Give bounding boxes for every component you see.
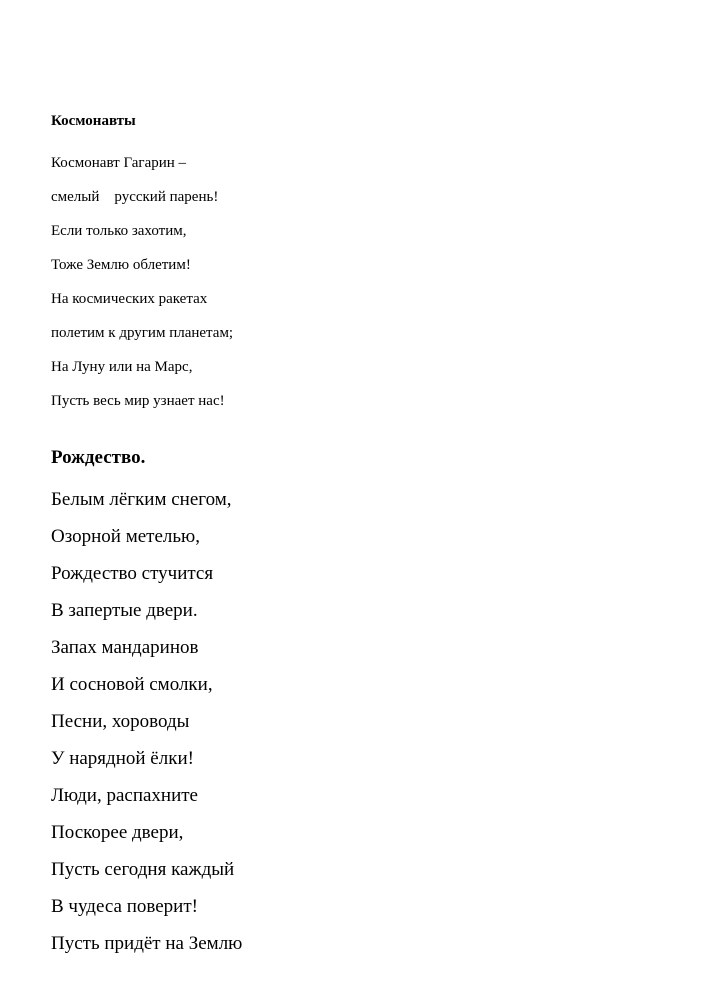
poem-line: На Луну или на Марс, bbox=[51, 359, 193, 375]
poem-line: Белым лёгким снегом, bbox=[51, 489, 232, 510]
poem-line: И сосновой смолки, bbox=[51, 674, 213, 695]
poem-christmas bbox=[51, 446, 242, 962]
poem-line: Люди, распахните bbox=[51, 785, 198, 806]
poem-title: Космонавты bbox=[51, 113, 136, 129]
poem-line: смелый русский парень! bbox=[51, 189, 219, 205]
poem-line: В чудеса поверит! bbox=[51, 896, 198, 917]
poem-line: Поскорее двери, bbox=[51, 822, 184, 843]
poem-line: Если только захотим, bbox=[51, 223, 187, 239]
poem-line: У нарядной ёлки! bbox=[51, 748, 194, 769]
poem-line: Песни, хороводы bbox=[51, 711, 190, 732]
poem-line: В запертые двери. bbox=[51, 600, 198, 621]
poem-lines bbox=[51, 146, 233, 418]
poem-cosmonauts bbox=[51, 112, 233, 418]
poem-line: Рождество стучится bbox=[51, 563, 214, 584]
poem-line: Озорной метелью, bbox=[51, 526, 200, 547]
poem-title: Рождество. bbox=[51, 447, 146, 468]
poem-line: На космических ракетах bbox=[51, 291, 208, 307]
poem-line: Пусть весь мир узнает нас! bbox=[51, 393, 225, 409]
poem-line: Пусть сегодня каждый bbox=[51, 859, 235, 880]
poem-line: Тоже Землю облетим! bbox=[51, 257, 191, 273]
poem-line: Космонавт Гагарин – bbox=[51, 155, 187, 171]
poem-line: полетим к другим планетам; bbox=[51, 325, 234, 341]
poem-line: Пусть придёт на Землю bbox=[51, 933, 243, 954]
poem-line: Запах мандаринов bbox=[51, 637, 199, 658]
poem-lines bbox=[51, 481, 242, 962]
